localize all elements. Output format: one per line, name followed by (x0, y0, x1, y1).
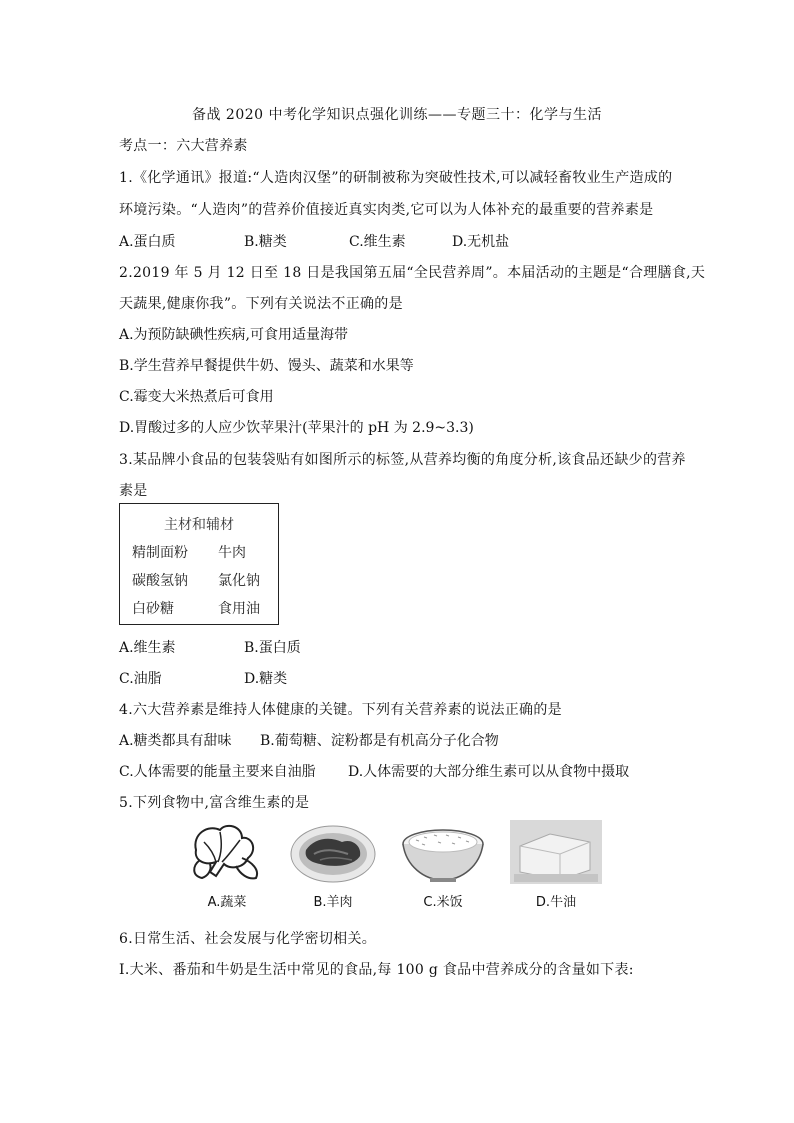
q6-line1: 6.日常生活、社会发展与化学密切相关。 (119, 931, 377, 947)
q3-option-c: C.油脂 (119, 671, 162, 687)
butter-image (510, 820, 602, 884)
ingredient-item: 氯化钠 (218, 573, 260, 589)
q1-option-b: B.糖类 (244, 234, 287, 250)
ingredient-label-heading: 主材和辅材 (164, 517, 234, 533)
ingredient-item: 食用油 (218, 601, 260, 617)
q1-line2: 环境污染。“人造肉”的营养价值接近真实肉类,它可以为人体补充的最重要的营养素是 (119, 202, 654, 218)
rice-bowl-image (400, 820, 486, 884)
q2-option-b: B.学生营养早餐提供牛奶、馒头、蔬菜和水果等 (119, 358, 414, 374)
q2-option-a: A.为预防缺碘性疾病,可食用适量海带 (119, 327, 349, 343)
q3-option-a: A.维生素 (119, 640, 176, 656)
q4-line1: 4.六大营养素是维持人体健康的关键。下列有关营养素的说法正确的是 (119, 702, 562, 718)
ingredient-label-box (119, 503, 279, 625)
q3-option-b: B.蛋白质 (244, 640, 301, 656)
q2-line2: 天蔬果,健康你我”。下列有关说法不正确的是 (119, 296, 403, 312)
ingredient-item: 精制面粉 (132, 545, 188, 561)
ingredient-item: 碳酸氢钠 (132, 573, 188, 589)
ingredient-item: 牛肉 (218, 545, 246, 561)
q1-option-c: C.维生素 (349, 234, 406, 250)
q4-option-c: C.人体需要的能量主要来自油脂 (119, 764, 316, 780)
q1-option-a: A.蛋白质 (119, 234, 176, 250)
q4-option-b: B.葡萄糖、淀粉都是有机高分子化合物 (260, 733, 499, 749)
q3-option-d: D.糖类 (244, 671, 288, 687)
mutton-image (290, 820, 376, 884)
vegetable-image (186, 820, 268, 884)
food-caption-a: A.蔬菜 (207, 895, 247, 910)
q1-line1: 1.《化学通讯》报道:“人造肉汉堡”的研制被称为突破性技术,可以减轻畜牧业生产造成的 (119, 170, 673, 186)
q2-line1: 2.2019 年 5 月 12 日至 18 日是我国第五届“全民营养周”。本届活动的主题是“合理膳食,天 (119, 265, 706, 281)
food-caption-c: C.米饭 (423, 895, 463, 910)
page-title: 备战 2020 中考化学知识点强化训练——专题三十：化学与生活 (191, 107, 603, 123)
q3-line2: 素是 (119, 483, 148, 499)
q4-option-a: A.糖类都具有甜味 (119, 733, 232, 749)
q2-option-c: C.霉变大米热煮后可食用 (119, 389, 274, 405)
ingredient-item: 白砂糖 (132, 601, 174, 617)
section-heading: 考点一：六大营养素 (119, 138, 248, 154)
food-caption-b: B.羊肉 (313, 895, 353, 910)
q6-line2: Ⅰ.大米、番茄和牛奶是生活中常见的食品,每 100 g 食品中营养成分的含量如下表: (119, 962, 634, 978)
q1-option-d: D.无机盐 (452, 234, 510, 250)
q4-option-d: D.人体需要的大部分维生素可以从食物中摄取 (348, 764, 630, 780)
food-caption-d: D.牛油 (535, 895, 577, 910)
q5-line1: 5.下列食物中,富含维生素的是 (119, 795, 310, 811)
q3-line1: 3.某品牌小食品的包装袋贴有如图所示的标签,从营养均衡的角度分析,该食品还缺少的营养 (119, 452, 686, 468)
q2-option-d: D.胃酸过多的人应少饮苹果汁(苹果汁的 pH 为 2.9~3.3) (119, 420, 474, 436)
